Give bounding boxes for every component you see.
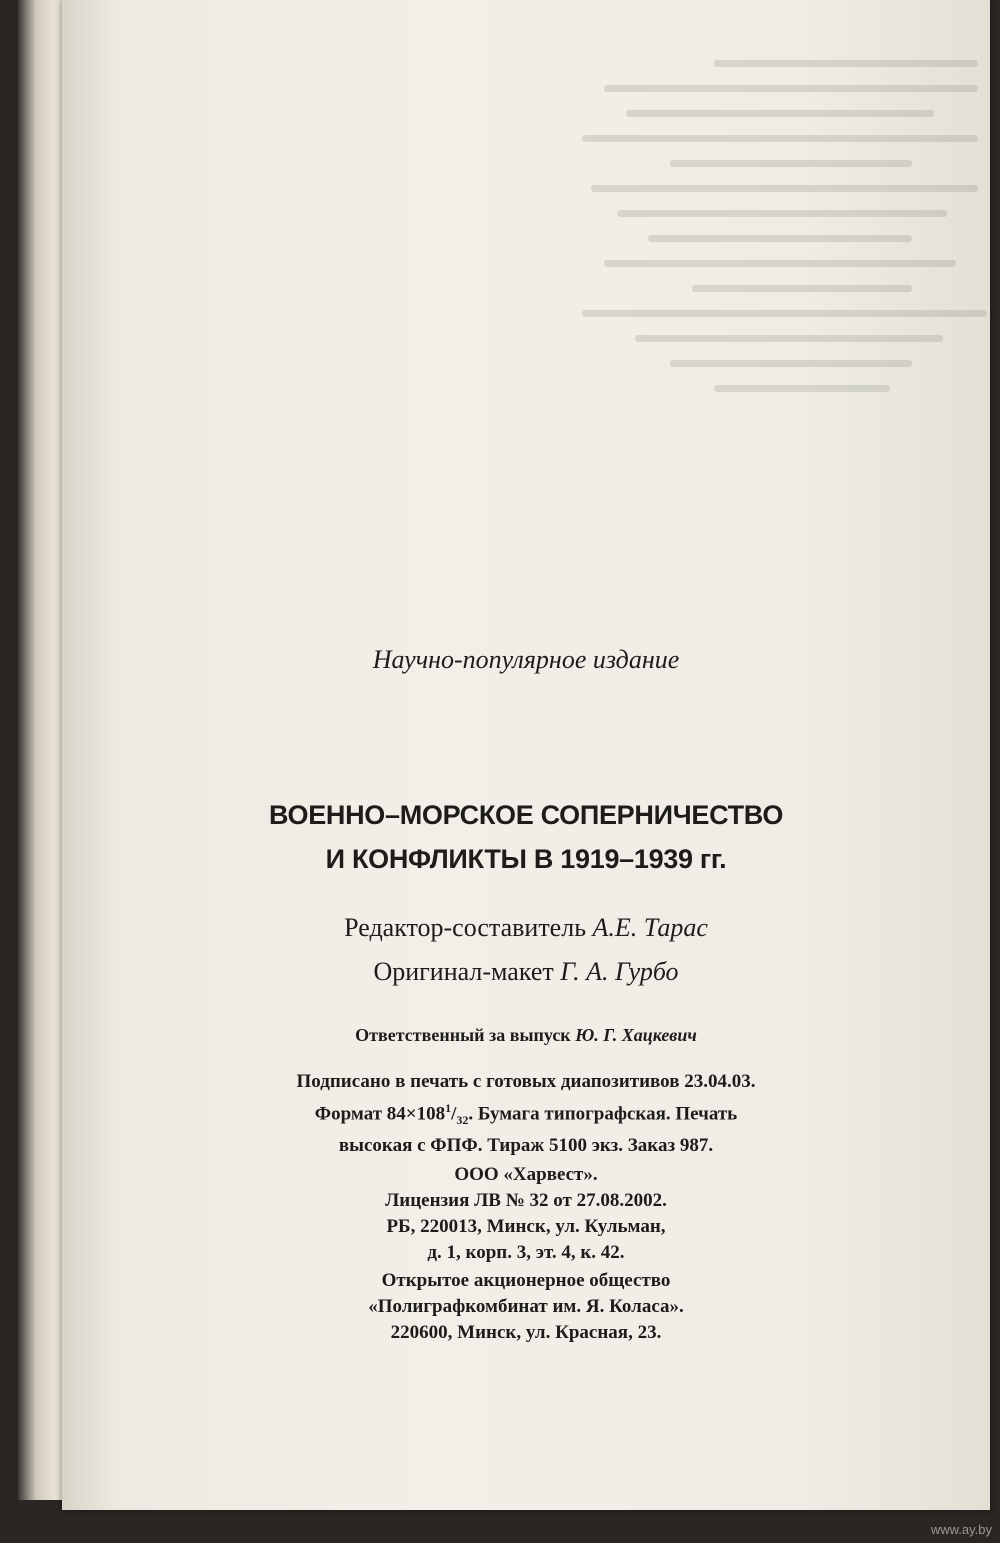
printer-line-3: 220600, Минск, ул. Красная, 23. [390, 1322, 662, 1343]
print-info-line-2: Формат $84\times 108^1/_{32}$. Бумага типографская. Печать [314, 1101, 738, 1128]
responsible-label: Ответственный за выпуск [355, 1025, 571, 1045]
printer-info [62, 1268, 990, 1346]
editor-credit [62, 913, 990, 943]
publisher-line-4: д. 1, корп. 3, эт. 4, к. 42. [427, 1242, 625, 1263]
site-watermark: www.ay.by [930, 1522, 992, 1537]
print-info-line-1: Подписано в печать с готовых диапозитивов 23.04.03. [296, 1071, 756, 1092]
print-info-line-3: высокая с ФПФ. Тираж 5100 экз. Заказ 987. [338, 1135, 714, 1157]
publisher-line-3: РБ, 220013, Минск, ул. Кульман, [386, 1216, 666, 1237]
print-info [62, 1069, 990, 1159]
responsible-credit [62, 1025, 990, 1046]
printer-line-2: «Полиграфкомбинат им. Я. Коласа». [368, 1296, 684, 1317]
editor-name: А.Е. Тарас [592, 913, 708, 942]
title-line-1: ВОЕННО–МОРСКОЕ СОПЕРНИЧЕСТВО [268, 800, 784, 830]
layout-credit [62, 957, 990, 987]
book-title [62, 793, 990, 881]
editor-label: Редактор-составитель [344, 913, 587, 942]
responsible-name: Ю. Г. Хацкевич [575, 1025, 697, 1045]
publisher-line-2: Лицензия ЛВ № 32 от 27.08.2002. [385, 1190, 667, 1211]
publisher-line-1: ООО «Харвест». [454, 1164, 598, 1185]
title-line-2: И КОНФЛИКТЫ В 1919–1939 гг. [325, 844, 727, 874]
publisher-info [62, 1162, 990, 1266]
layout-name: Г. А. Гурбо [560, 957, 679, 986]
imprint-content [62, 0, 990, 1510]
printer-line-1: Открытое акционерное общество [381, 1270, 671, 1291]
layout-label: Оригинал-макет [373, 957, 554, 986]
edition-type: Научно-популярное издание [372, 645, 680, 674]
